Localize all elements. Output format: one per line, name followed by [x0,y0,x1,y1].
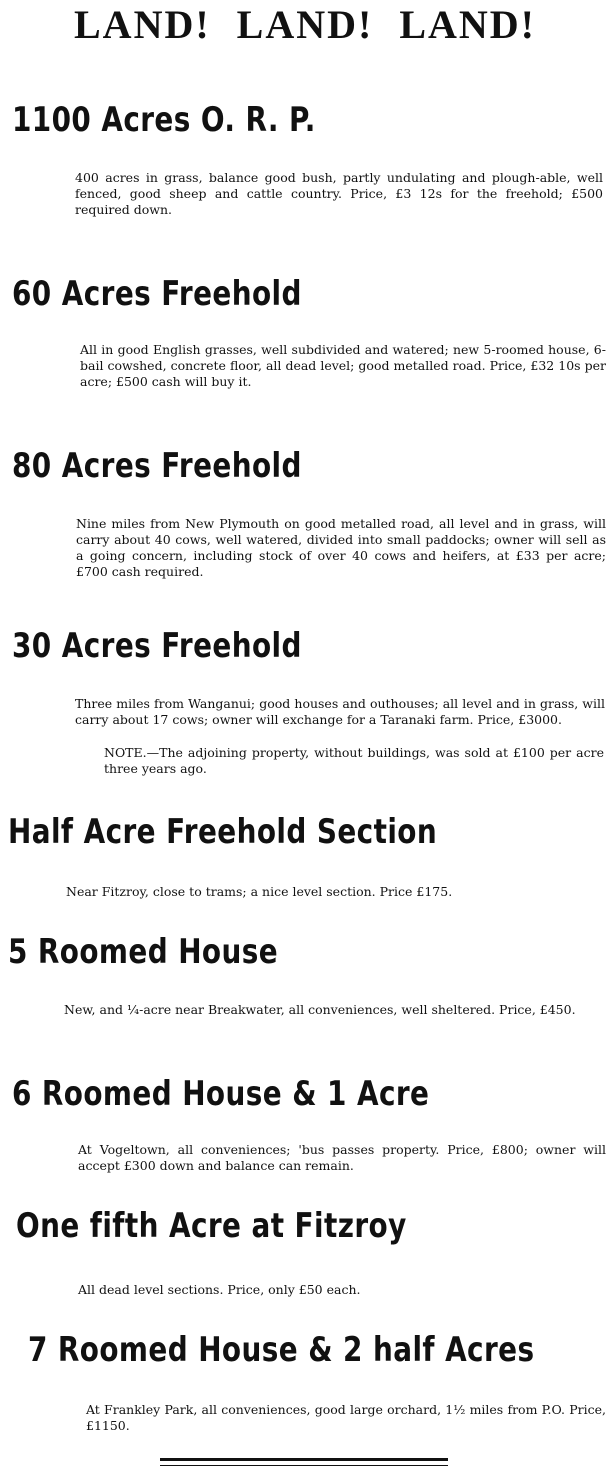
listing-heading: 80 Acres Freehold [12,446,302,486]
listing-heading: Half Acre Freehold Section [8,812,438,852]
listing-heading: 6 Roomed House & 1 Acre [12,1074,430,1114]
listing-heading: 30 Acres Freehold [12,626,302,666]
banner-title: LAND! LAND! LAND! [74,2,536,47]
listing-heading: One fifth Acre at Fitzroy [16,1206,407,1246]
listing-description: All dead level sections. Price, only £50 each. [78,1282,361,1297]
listing-description: At Frankley Park, all conveniences, good large orchard, 1½ miles from P.O. Price, £1150. [86,1402,606,1433]
double-rule-thin [160,1465,448,1466]
listing-heading: 5 Roomed House [8,932,279,972]
listing-heading: 1100 Acres O. R. P. [12,100,316,140]
listing-description: New, and ¼-acre near Breakwater, all conveniences, well sheltered. Price, £450. [64,1002,576,1017]
listing-heading: 60 Acres Freehold [12,274,302,314]
listing-description: 400 acres in grass, balance good bush, partly undulating and plough-able, well fenced, good sheep and cattle country. Price, £3 12s for the freehold; £500 required down. [75,170,603,217]
listing-note: NOTE.—The adjoining property, without buildings, was sold at £100 per acre three years ago. [104,745,604,776]
listing-heading: 7 Roomed House & 2 half Acres [28,1330,535,1370]
listing-description: At Vogeltown, all conveniences; 'bus passes property. Price, £800; owner will accept £300 down and balance can remain. [78,1142,606,1173]
listing-description: Three miles from Wanganui; good houses and outhouses; all level and in grass, will carry about 17 cows; owner will exchange for a Taranaki farm. Price, £3000. [75,696,605,727]
double-rule-thick [160,1458,448,1461]
listing-description: All in good English grasses, well subdivided and watered; new 5-roomed house, 6-bail cowshed, concrete floor, all dead level; good metalled road. Price, £32 10s per acre; £500 cash will buy it. [80,342,606,389]
listing-description: Near Fitzroy, close to trams; a nice level section. Price £175. [66,884,453,899]
listing-description: Nine miles from New Plymouth on good metalled road, all level and in grass, will carry about 40 cows, well watered, divided into small paddocks; owner will sell as a going concern, including stock of over 40 cows and heifers, at £33 per acre; £700 cash required. [76,516,606,579]
